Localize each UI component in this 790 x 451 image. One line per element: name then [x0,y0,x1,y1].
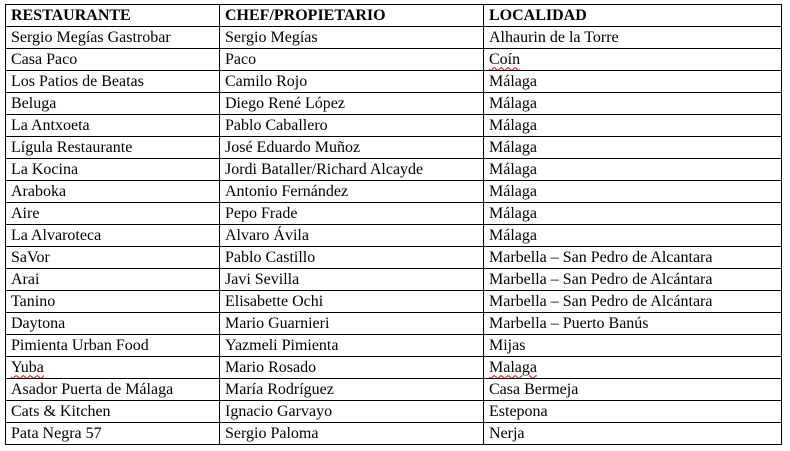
cell-restaurante: Sergio Megías Gastrobar [6,27,220,49]
table-header-row [6,5,782,27]
spellcheck-flagged-text: Yuba [11,358,44,376]
table-row [6,291,782,313]
cell-localidad: Málaga [484,137,782,159]
cell-restaurante: SaVor [6,247,220,269]
cell-restaurante: Asador Puerta de Málaga [6,379,220,401]
table-row [6,247,782,269]
cell-localidad: Málaga [484,225,782,247]
cell-restaurante: Arai [6,269,220,291]
cell-chef: Ignacio Garvayo [220,401,484,423]
cell-chef: Javi Sevilla [220,269,484,291]
header-chef-propietario: CHEF/PROPIETARIO [220,5,484,27]
table-row [6,335,782,357]
table-row [6,379,782,401]
header-restaurante: RESTAURANTE [6,5,220,27]
table-row [6,203,782,225]
cell-chef: Mario Guarnieri [220,313,484,335]
table-row [6,401,782,423]
table-row [6,27,782,49]
cell-localidad: Marbella – Puerto Banús [484,313,782,335]
spellcheck-flagged-text: Coín [489,50,521,68]
cell-restaurante: La Kocina [6,159,220,181]
cell-chef: Elisabette Ochi [220,291,484,313]
table-row [6,71,782,93]
cell-localidad: Casa Bermeja [484,379,782,401]
cell-chef: Camilo Rojo [220,71,484,93]
table-row [6,159,782,181]
cell-localidad: Estepona [484,401,782,423]
cell-chef: María Rodríguez [220,379,484,401]
cell-restaurante: Araboka [6,181,220,203]
cell-restaurante: Aire [6,203,220,225]
cell-restaurante: La Antxoeta [6,115,220,137]
table-row [6,313,782,335]
cell-localidad: Alhaurin de la Torre [484,27,782,49]
table-row [6,225,782,247]
table-row [6,93,782,115]
cell-chef: Pablo Castillo [220,247,484,269]
spellcheck-flagged-text: Malaga [489,358,537,376]
cell-localidad: Nerja [484,423,782,445]
cell-localidad: Marbella – San Pedro de Alcántara [484,269,782,291]
cell-restaurante: Pimienta Urban Food [6,335,220,357]
table-row [6,423,782,445]
cell-restaurante: Beluga [6,93,220,115]
cell-restaurante: Daytona [6,313,220,335]
cell-localidad: Málaga [484,115,782,137]
cell-restaurante: Tanino [6,291,220,313]
cell-chef: Pepo Frade [220,203,484,225]
cell-localidad: Málaga [484,181,782,203]
cell-restaurante: Casa Paco [6,49,220,71]
cell-restaurante: Pata Negra 57 [6,423,220,445]
cell-localidad: Málaga [484,159,782,181]
table-row [6,49,782,71]
cell-chef: José Eduardo Muñoz [220,137,484,159]
cell-restaurante: La Alvaroteca [6,225,220,247]
cell-localidad: Málaga [484,71,782,93]
cell-chef: Diego René López [220,93,484,115]
header-localidad: LOCALIDAD [484,5,782,27]
restaurant-table [5,4,782,445]
table-row [6,137,782,159]
table-row [6,357,782,379]
cell-restaurante: Los Patios de Beatas [6,71,220,93]
cell-restaurante: Cats & Kitchen [6,401,220,423]
cell-restaurante [6,357,220,379]
cell-chef: Jordi Bataller/Richard Alcayde [220,159,484,181]
cell-chef: Alvaro Ávila [220,225,484,247]
cell-chef: Paco [220,49,484,71]
cell-localidad: Málaga [484,93,782,115]
table-row [6,115,782,137]
cell-localidad [484,49,782,71]
cell-restaurante: Lígula Restaurante [6,137,220,159]
cell-chef: Pablo Caballero [220,115,484,137]
cell-chef: Sergio Paloma [220,423,484,445]
cell-localidad: Marbella – San Pedro de Alcántara [484,291,782,313]
cell-chef: Mario Rosado [220,357,484,379]
table-row [6,269,782,291]
cell-localidad: Mijas [484,335,782,357]
cell-chef: Yazmeli Pimienta [220,335,484,357]
document-page [5,4,782,445]
cell-chef: Sergio Megías [220,27,484,49]
cell-localidad [484,357,782,379]
cell-chef: Antonio Fernández [220,181,484,203]
table-row [6,181,782,203]
cell-localidad: Málaga [484,203,782,225]
cell-localidad: Marbella – San Pedro de Alcantara [484,247,782,269]
